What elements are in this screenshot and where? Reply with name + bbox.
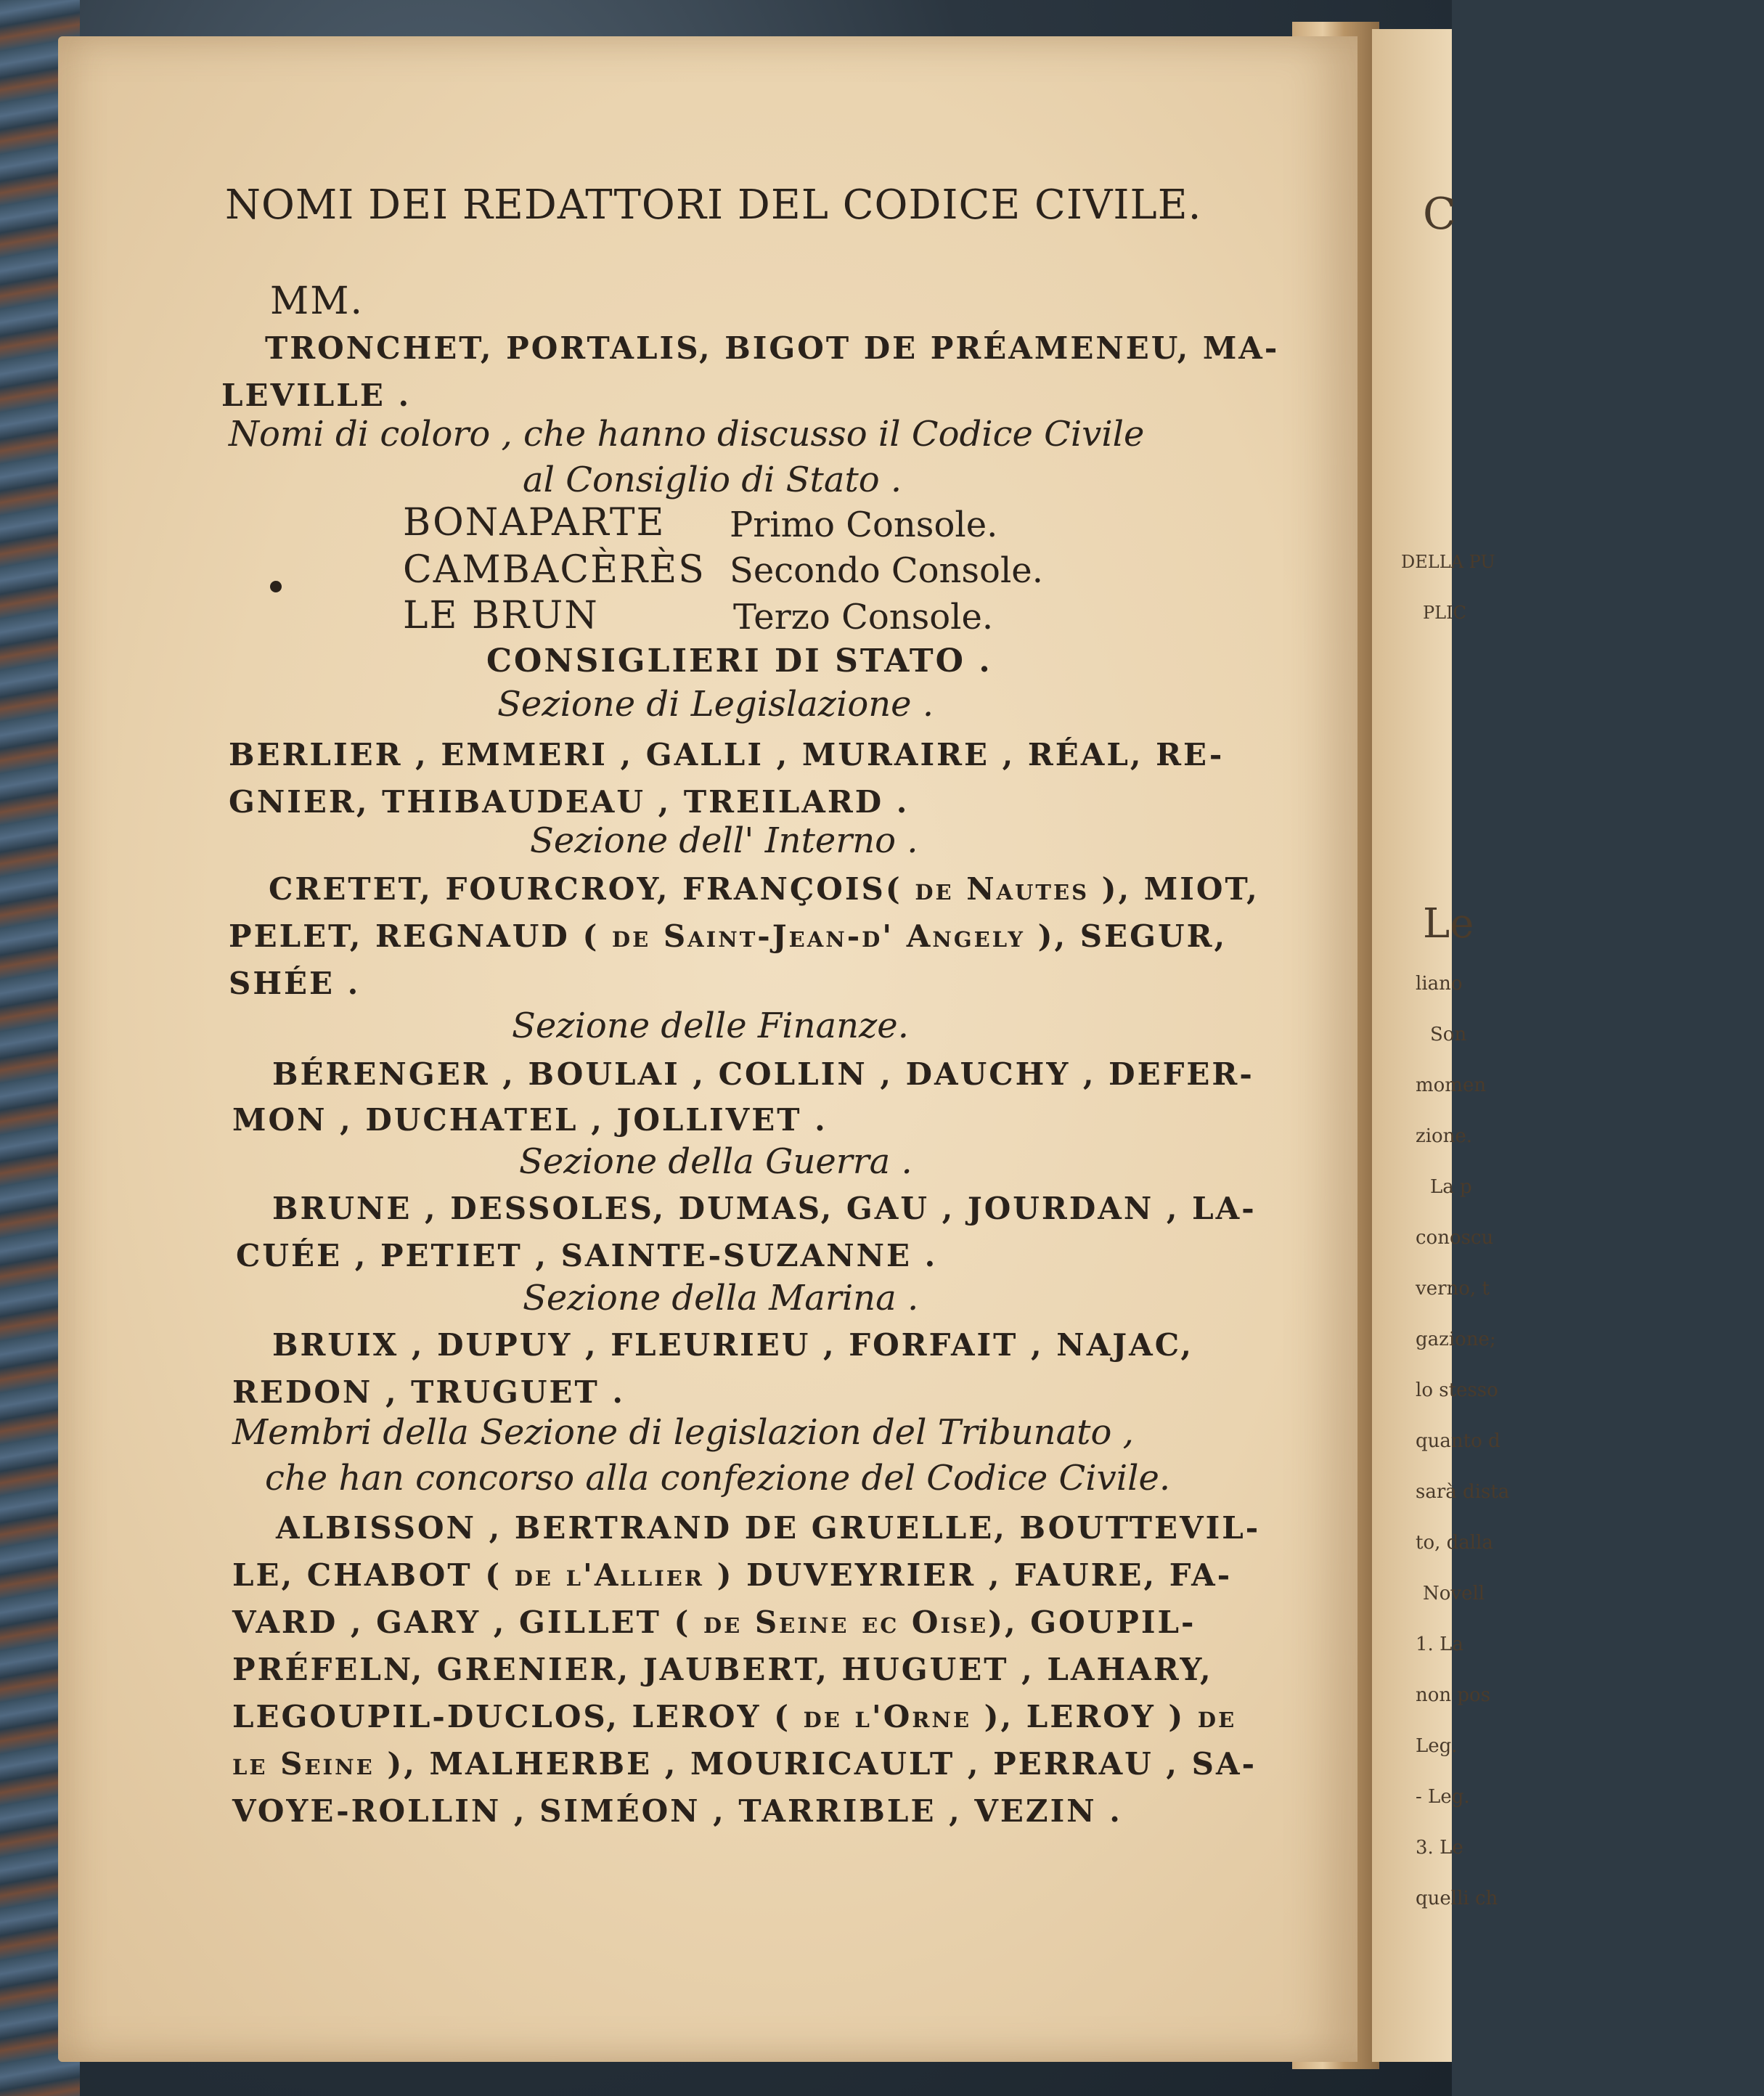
names-line: VARD , GARY , GILLET ( de Seine ec Oise), GOUPIL- bbox=[232, 1604, 1196, 1640]
next-page-fragment: gazione; bbox=[1416, 1329, 1496, 1350]
section-heading: CONSIGLIERI DI STATO . bbox=[486, 643, 992, 680]
names-line: CUÉE , PETIET , SAINTE-SUZANNE . bbox=[236, 1238, 938, 1273]
discussi-line: al Consiglio di Stato . bbox=[523, 460, 902, 500]
section-heading: Sezione di Legislazione . bbox=[497, 684, 934, 725]
next-page-fragment: quanto d bbox=[1416, 1430, 1500, 1452]
next-page-fragment: zione. bbox=[1416, 1125, 1473, 1147]
names-line: BERLIER , EMMERI , GALLI , MURAIRE , RÉAL, RE- bbox=[229, 737, 1225, 772]
mm-label: MM. bbox=[270, 280, 364, 323]
section-heading: Sezione della Marina . bbox=[523, 1278, 919, 1318]
console-name: CAMBACÈRÈS bbox=[403, 548, 706, 592]
console-name: LE BRUN bbox=[403, 594, 599, 637]
next-page-fragment: quelli ch bbox=[1416, 1888, 1498, 1909]
names-line: PRÉFELN, GRENIER, JAUBERT, HUGUET , LAHARY, bbox=[232, 1652, 1213, 1687]
next-page-fragment: conoscu bbox=[1416, 1227, 1494, 1249]
next-page-fragment: lo stesso bbox=[1416, 1379, 1498, 1401]
page-title: NOMI DEI REDATTORI DEL CODICE CIVILE. bbox=[225, 182, 1202, 229]
console-title: Primo Console. bbox=[730, 505, 998, 545]
ink-spot bbox=[270, 581, 282, 592]
section-heading: Sezione delle Finanze. bbox=[512, 1006, 909, 1046]
names-line: PELET, REGNAUD ( de Saint-Jean-d' Angely ), SEGUR, bbox=[229, 918, 1228, 954]
names-line: BRUNE , DESSOLES, DUMAS, GAU , JOURDAN , LA- bbox=[272, 1191, 1257, 1226]
names-line: LE, CHABOT ( de l'Allier ) DUVEYRIER , FAURE, FA- bbox=[232, 1557, 1233, 1593]
next-page-fragment: 3. Le bbox=[1416, 1837, 1463, 1859]
names-line: MON , DUCHATEL , JOLLIVET . bbox=[232, 1102, 828, 1138]
console-title: Secondo Console. bbox=[730, 550, 1043, 591]
next-page-fragment: sarà dista bbox=[1416, 1481, 1510, 1503]
section-heading: Sezione della Guerra . bbox=[519, 1141, 912, 1182]
next-page-fragment: Novell bbox=[1423, 1583, 1485, 1604]
discussi-line: Nomi di coloro , che hanno discusso il Codice Civile bbox=[229, 414, 1145, 454]
next-page-fragment: Leg. bbox=[1416, 1735, 1458, 1757]
next-page-fragment: DELLA PU bbox=[1401, 552, 1495, 572]
next-page-fragment: momen bbox=[1416, 1074, 1487, 1096]
names-line: BRUIX , DUPUY , FLEURIEU , FORFAIT , NAJAC, bbox=[272, 1327, 1194, 1363]
console-title: Terzo Console. bbox=[733, 597, 994, 637]
next-page-fragment: Son bbox=[1430, 1024, 1467, 1045]
next-page-fragment: verno, t bbox=[1416, 1278, 1490, 1300]
next-page-fragment: to, dalla bbox=[1416, 1532, 1493, 1554]
next-page-fragment: liano bbox=[1416, 973, 1463, 995]
names-line: BÉRENGER , BOULAI , COLLIN , DAUCHY , DEFER- bbox=[272, 1056, 1254, 1092]
tribunato-line: Membri della Sezione di legislazion del Tribunato , bbox=[232, 1412, 1134, 1453]
next-page-fragment: Le bbox=[1423, 900, 1474, 947]
next-page-fragment: non pos bbox=[1416, 1684, 1491, 1706]
tribunato-line: che han concorso alla confezione del Codice Civile. bbox=[265, 1458, 1171, 1498]
names-line: REDON , TRUGUET . bbox=[232, 1374, 625, 1410]
redattori-line: TRONCHET, PORTALIS, BIGOT DE PRÉAMENEU, MA- bbox=[265, 330, 1280, 366]
names-line: le Seine ), MALHERBE , MOURICAULT , PERRAU , SA- bbox=[232, 1746, 1257, 1782]
names-line: SHÉE . bbox=[229, 966, 361, 1001]
next-page-fragment: 1. La bbox=[1416, 1634, 1463, 1655]
next-page-fragment: La p bbox=[1430, 1176, 1472, 1198]
next-page-fragment: C bbox=[1423, 189, 1456, 240]
next-page-fragment: - Leg. bbox=[1416, 1786, 1470, 1808]
redattori-line: LEVILLE . bbox=[221, 378, 412, 413]
console-name: BONAPARTE bbox=[403, 501, 666, 545]
names-line: GNIER, THIBAUDEAU , TREILARD . bbox=[229, 784, 910, 820]
section-heading: Sezione dell' Interno . bbox=[530, 820, 918, 861]
names-line: LEGOUPIL-DUCLOS, LEROY ( de l'Orne ), LEROY ) de bbox=[232, 1699, 1237, 1734]
names-line: CRETET, FOURCROY, FRANÇOIS( de Nautes ), MIOT, bbox=[269, 871, 1259, 907]
names-line: ALBISSON , BERTRAND DE GRUELLE, BOUTTEVIL- bbox=[276, 1510, 1261, 1546]
next-page-fragment: PLIC bbox=[1423, 603, 1466, 623]
names-line: VOYE-ROLLIN , SIMÉON , TARRIBLE , VEZIN . bbox=[232, 1793, 1122, 1829]
